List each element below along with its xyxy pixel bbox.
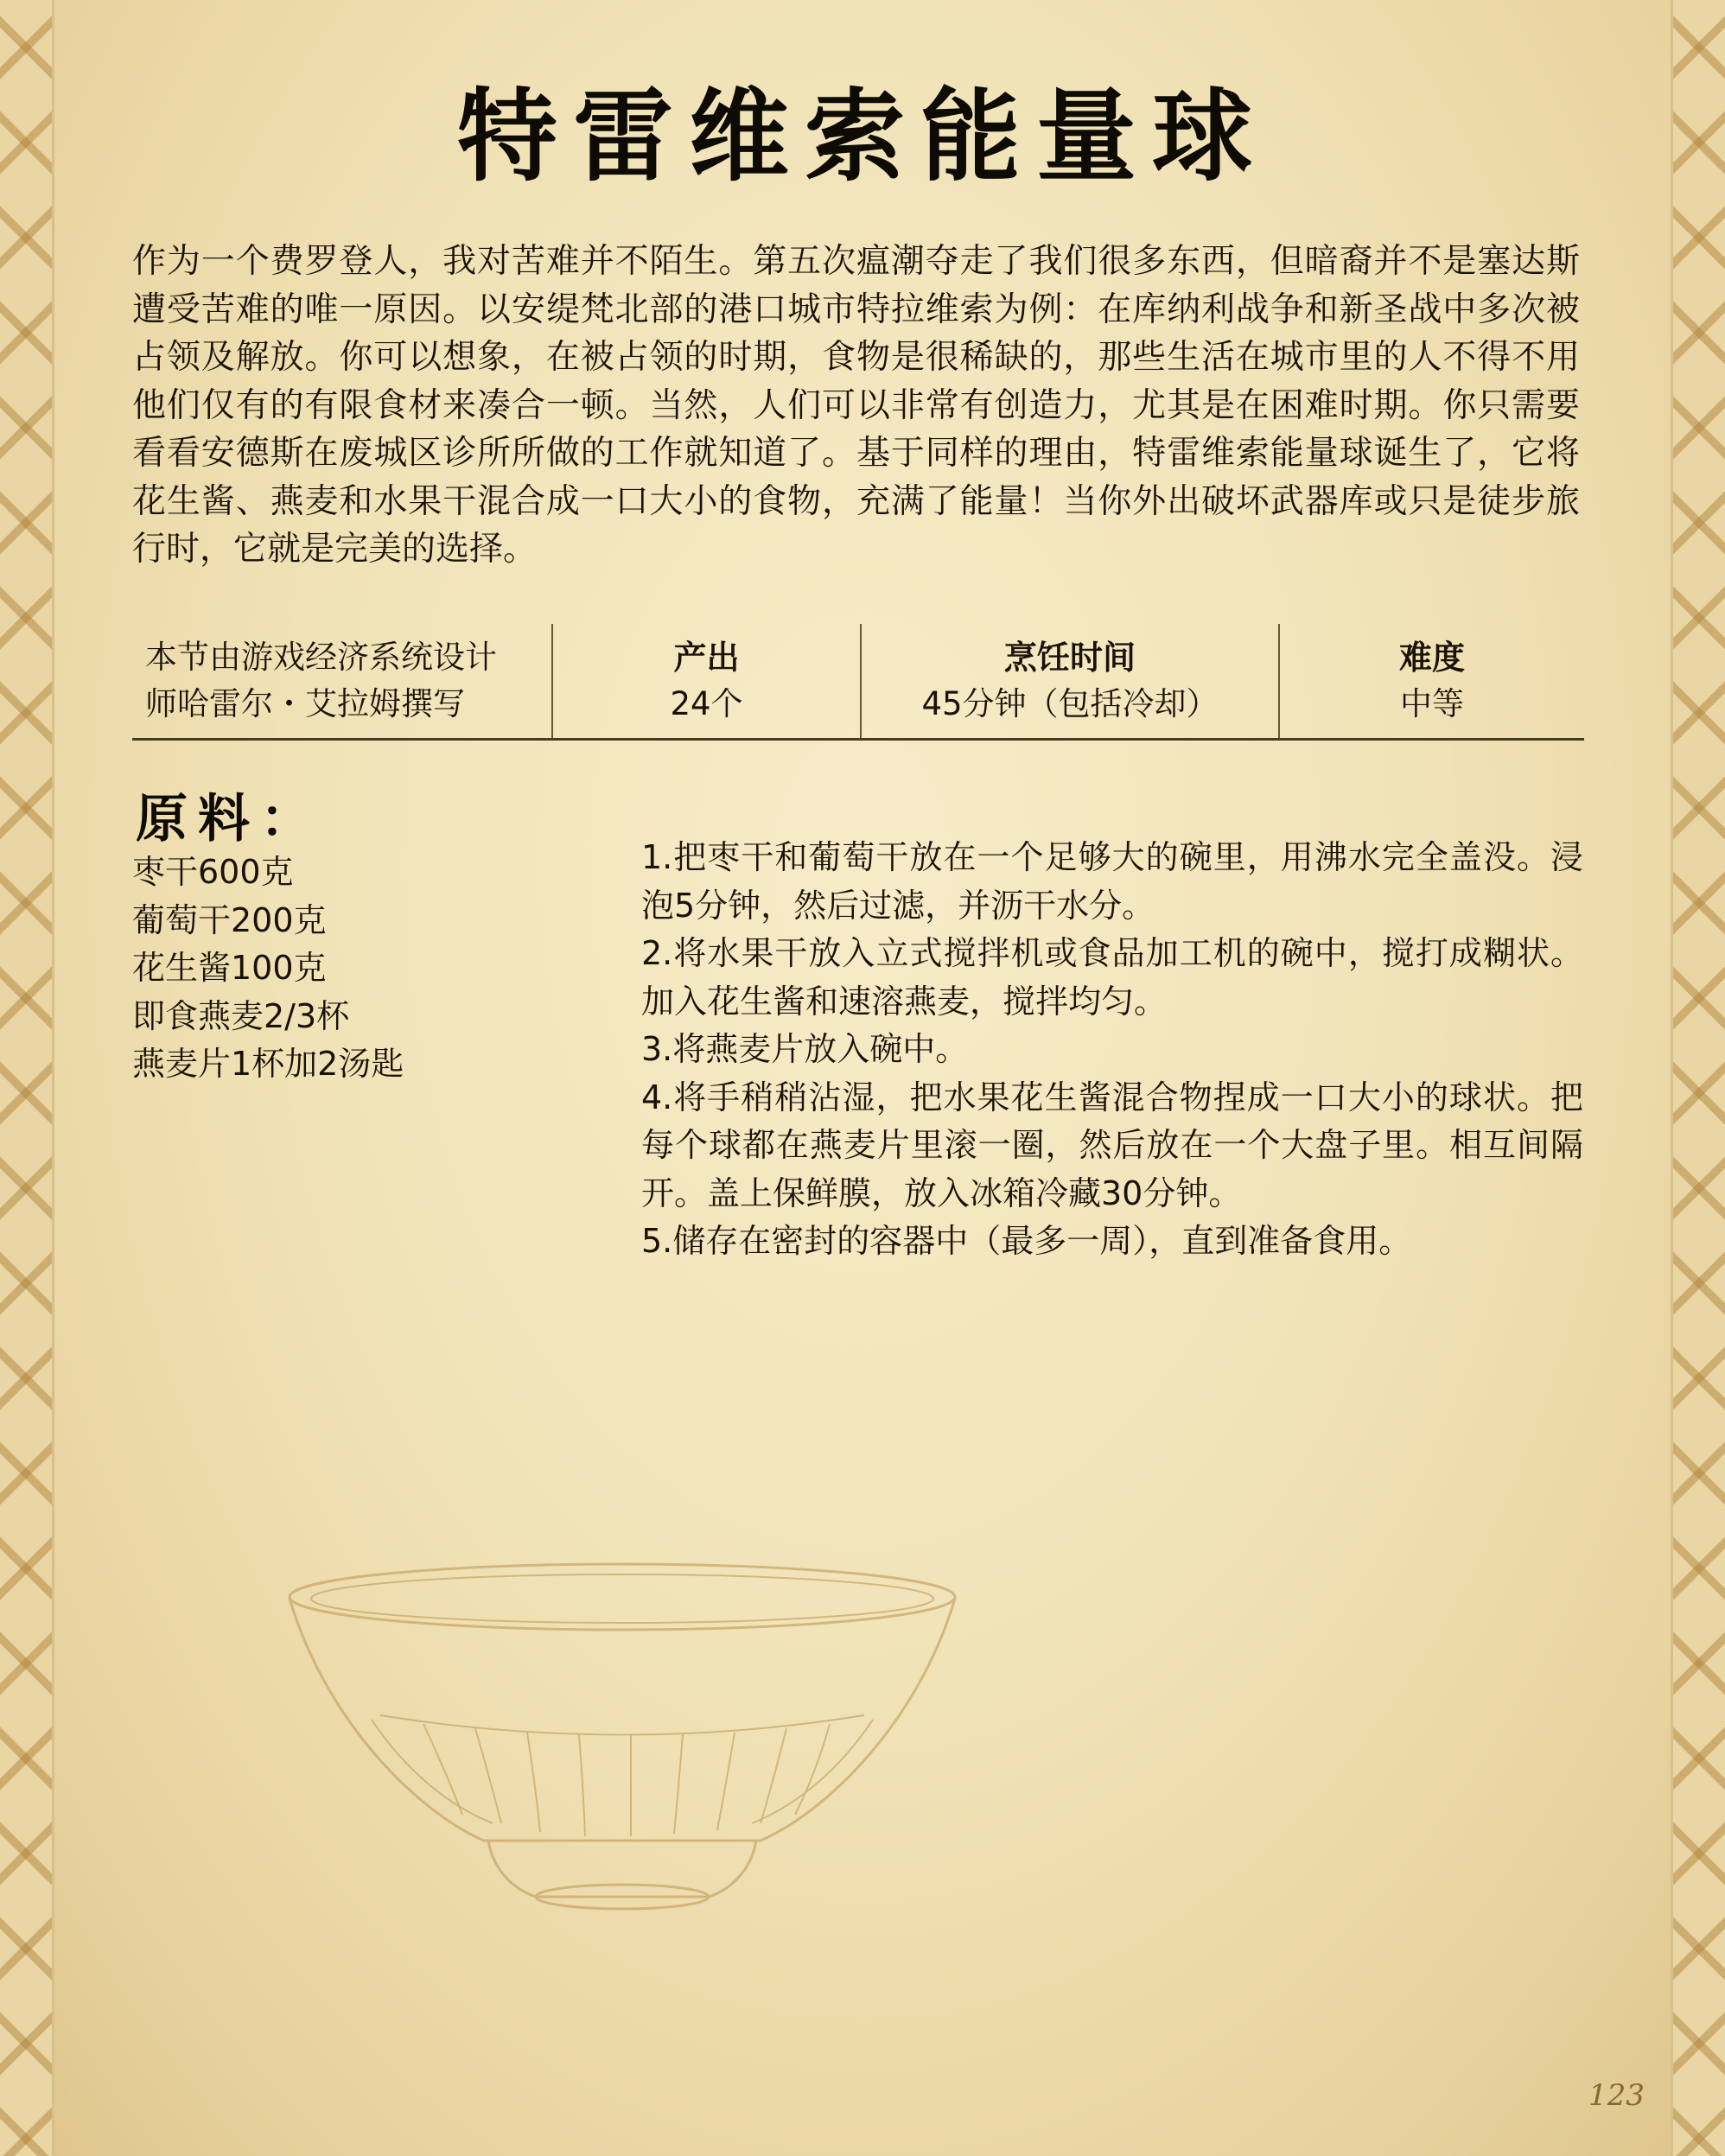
ingredient-item: 枣干600克 [132,853,294,891]
decorative-border-right [1671,0,1725,2156]
cook-time-cell [860,624,1278,738]
bowl-illustration [277,1555,968,1918]
page-number: 123 [1588,2078,1645,2113]
ingredient-item: 葡萄干200克 [132,900,327,939]
yield-cell [551,624,860,738]
cook-time-value: 45分钟（包括冷却） [921,685,1219,722]
step-item: 3.将燕麦片放入碗中。 [641,1030,969,1068]
ingredient-item: 即食燕麦2/3杯 [132,996,350,1035]
step-item: 5.储存在密封的容器中（最多一周），直到准备食用。 [641,1222,1412,1260]
steps-list [641,834,1583,1266]
step-item: 2.将水果干放入立式搅拌机或食品加工机的碗中，搅打成糊状。加入花生酱和速溶燕麦，搅拌均匀。 [641,934,1583,1021]
ingredients-heading: 原料： [136,789,322,849]
author-credit-line-1: 本节由游戏经济系统设计 [145,639,497,676]
decorative-border-left [0,0,54,2156]
yield-value: 24个 [670,685,743,722]
ingredient-item: 花生酱100克 [132,949,327,987]
page-title: 特雷维索能量球 [457,78,1268,195]
recipe-info-table [132,624,1584,741]
difficulty-value: 中等 [1400,685,1464,722]
intro-paragraph: 作为一个费罗登人，我对苦难并不陌生。第五次瘟潮夺走了我们很多东西，但暗裔并不是塞达斯遭受苦难的唯一原因。以安缇梵北部的港口城市特拉维索为例：在库纳利战争和新圣战中多次被占领及解放。你可以想象，在被占领的时期，食物是很稀缺的，那些生活在城市里的人不得不用他们仅有的有限食材来凑合一顿。当然，人们可以非常有创造力，尤其是在困难时期。你只需要看看安德斯在废城区诊所所做的工作就知道了。基于同样的理由，特雷维索能量球诞生了，它将花生酱、燕麦和水果干混合成一口大小的食物，充满了能量！当你外出破坏武器库或只是徒步旅行时，它就是完美的选择。 [132,242,1580,569]
difficulty-cell [1278,624,1584,738]
author-credit-cell [132,624,551,738]
author-credit-line-2: 师哈雷尔・艾拉姆撰写 [145,685,465,722]
cook-time-label: 烹饪时间 [1003,639,1136,677]
ingredients-list [132,849,651,1089]
yield-label: 产出 [673,639,740,677]
step-item: 1.把枣干和葡萄干放在一个足够大的碗里，用沸水完全盖没。浸泡5分钟，然后过滤，并沥干水分。 [641,838,1583,925]
step-item: 4.将手稍稍沾湿，把水果花生酱混合物捏成一口大小的球状。把每个球都在燕麦片里滚一圈，然后放在一个大盘子里。相互间隔开。盖上保鲜膜，放入冰箱冷藏30分钟。 [641,1078,1583,1212]
difficulty-label: 难度 [1398,639,1465,677]
ingredient-item: 燕麦片1杯加2汤匙 [132,1045,404,1083]
